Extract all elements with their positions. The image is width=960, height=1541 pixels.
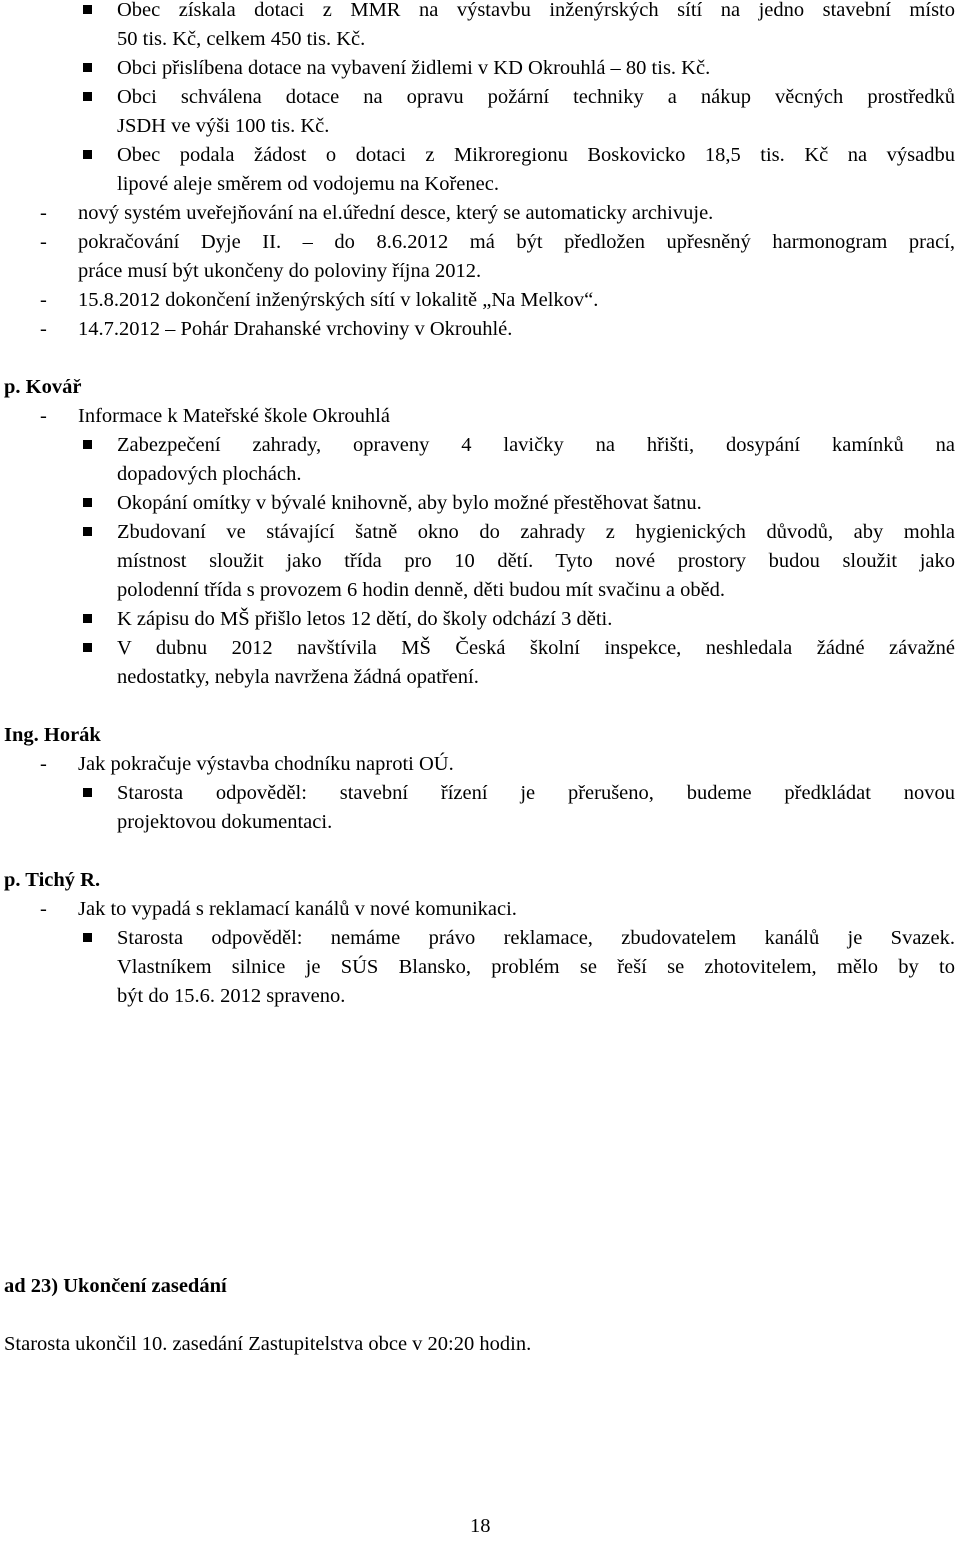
section-heading: ad 23) Ukončení zasedání xyxy=(4,1275,227,1297)
speaker-heading: Ing. Horák xyxy=(4,724,101,746)
square-bullet-icon xyxy=(83,643,92,652)
dash-marker: - xyxy=(40,318,47,340)
speaker-heading: p. Tichý R. xyxy=(4,869,101,891)
text-line: Obci přislíbena dotace na vybavení židlemi v KD Okrouhlá – 80 tis. Kč. xyxy=(117,57,711,79)
text-line: Okopání omítky v bývalé knihovně, aby bylo možné přestěhovat šatnu. xyxy=(117,492,702,514)
text-line: Zbudovaní ve stávající šatně okno do zahrady z hygienických důvodů, aby mohla xyxy=(117,521,955,543)
text-line: Starosta odpověděl: nemáme právo reklamace, zbudovatelem kanálů je Svazek. xyxy=(117,927,955,949)
square-bullet-icon xyxy=(83,933,92,942)
text-line: projektovou dokumentaci. xyxy=(117,811,333,833)
dash-marker: - xyxy=(40,202,47,224)
square-bullet-icon xyxy=(83,92,92,101)
dash-marker: - xyxy=(40,898,47,920)
text-line: 50 tis. Kč, celkem 450 tis. Kč. xyxy=(117,28,366,50)
text-line: pokračování Dyje II. – do 8.6.2012 má být předložen upřesněný harmonogram prací, xyxy=(78,231,955,253)
text-line: Vlastníkem silnice je SÚS Blansko, problém se řeší se zhotovitelem, mělo by to xyxy=(117,956,955,978)
dash-marker: - xyxy=(40,231,47,253)
text-line: lipové aleje směrem od vodojemu na Kořenec. xyxy=(117,173,499,195)
square-bullet-icon xyxy=(83,150,92,159)
square-bullet-icon xyxy=(83,5,92,14)
text-line: být do 15.6. 2012 spraveno. xyxy=(117,985,346,1007)
dash-marker: - xyxy=(40,753,47,775)
text-line: Jak to vypadá s reklamací kanálů v nové komunikaci. xyxy=(78,898,517,920)
text-line: Obci schválena dotace na opravu požární techniky a nákup věcných prostředků xyxy=(117,86,955,108)
text-line: Obec podala žádost o dotaci z Mikroregionu Boskovicko 18,5 tis. Kč na výsadbu xyxy=(117,144,955,166)
text-line: dopadových plochách. xyxy=(117,463,302,485)
text-line: polodenní třída s provozem 6 hodin denně, děti budou mít svačinu a oběd. xyxy=(117,579,726,601)
text-line: 15.8.2012 dokončení inženýrských sítí v lokalitě „Na Melkov“. xyxy=(78,289,599,311)
text-line: Informace k Mateřské škole Okrouhlá xyxy=(78,405,390,427)
text-line: Obec získala dotaci z MMR na výstavbu inženýrských sítí na jedno stavební místo xyxy=(117,0,955,21)
text-line: místnost sloužit jako třída pro 10 dětí. Tyto nové prostory budou sloužit jako xyxy=(117,550,955,572)
text-line: Jak pokračuje výstavba chodníku naproti OÚ. xyxy=(78,753,454,775)
dash-marker: - xyxy=(40,289,47,311)
dash-marker: - xyxy=(40,405,47,427)
square-bullet-icon xyxy=(83,788,92,797)
text-line: Zabezpečení zahrady, opraveny 4 lavičky na hřišti, dosypání kamínků na xyxy=(117,434,955,456)
square-bullet-icon xyxy=(83,498,92,507)
text-line: V dubnu 2012 navštívila MŠ Česká školní inspekce, neshledala žádné závažné xyxy=(117,637,955,659)
text-line: Starosta odpověděl: stavební řízení je přerušeno, budeme předkládat novou xyxy=(117,782,955,804)
square-bullet-icon xyxy=(83,440,92,449)
text-line: práce musí být ukončeny do poloviny října 2012. xyxy=(78,260,482,282)
page-number: 18 xyxy=(470,1515,491,1537)
text-line: nový systém uveřejňování na el.úřední desce, který se automaticky archivuje. xyxy=(78,202,714,224)
text-line: nedostatky, nebyla navržena žádná opatření. xyxy=(117,666,479,688)
speaker-heading: p. Kovář xyxy=(4,376,82,398)
text-line: K zápisu do MŠ přišlo letos 12 dětí, do školy odchází 3 děti. xyxy=(117,608,613,630)
text-line: JSDH ve výši 100 tis. Kč. xyxy=(117,115,330,137)
square-bullet-icon xyxy=(83,614,92,623)
text-line: 14.7.2012 – Pohár Drahanské vrchoviny v Okrouhlé. xyxy=(78,318,513,340)
closing-text: Starosta ukončil 10. zasedání Zastupitelstva obce v 20:20 hodin. xyxy=(4,1333,532,1355)
square-bullet-icon xyxy=(83,63,92,72)
square-bullet-icon xyxy=(83,527,92,536)
